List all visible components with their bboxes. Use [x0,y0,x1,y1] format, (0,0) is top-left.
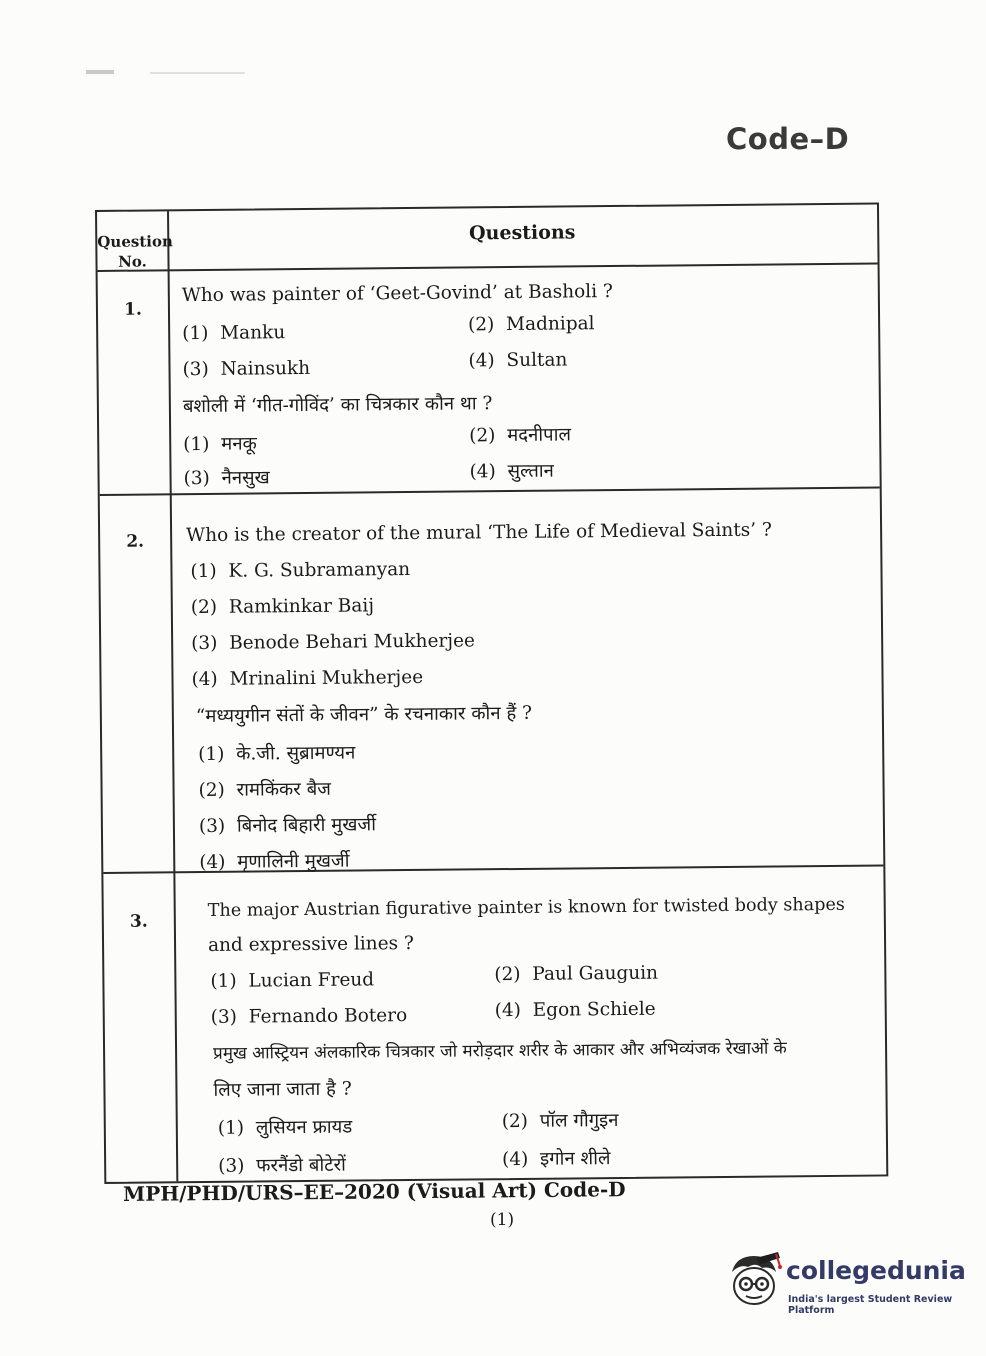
option-number: (2) [198,779,225,802]
question-3-text-line1: The major Austrian figurative painter is known for twisted body shapes [207,894,846,921]
option [469,458,554,484]
option-text: Paul Gauguin [532,962,659,985]
question-3-hindi-line2: लिए जाना जाता है ? [213,1078,352,1101]
option-text: मदनीपाल [507,424,572,447]
option-number: (2) [469,425,496,447]
option-number: (1) [217,1117,245,1139]
option-number: (2) [494,963,521,986]
option [218,1114,353,1140]
option-text: Egon Schiele [532,998,656,1021]
option [211,1005,408,1028]
scan-artifact [86,70,114,74]
option-number: (1) [182,322,209,345]
option [495,999,656,1022]
option-number: (4) [494,999,522,1022]
option [198,740,355,767]
option-text: Mrinalini Mukherjee [229,666,424,690]
option-text: लुसियन फ्रायड [255,1116,353,1139]
option [210,969,374,992]
option-number: (4) [191,668,218,691]
option-number: (4) [469,461,496,483]
option [199,811,376,838]
option-number: (4) [468,350,495,372]
option-number: (1) [198,743,225,766]
option [502,1107,619,1133]
header-divider [98,262,878,271]
question-2-hindi: “मध्ययुगीन संतों के जीवन” के रचनाकार कौन हैं ? [195,702,533,728]
option [468,313,595,335]
option-number: (1) [190,560,217,583]
option [469,421,571,447]
option-text: मृणालिनी मुखर्जी [237,850,350,873]
collegedunia-watermark [726,1250,966,1320]
option [183,464,269,490]
option-text: Benode Behari Mukherjee [229,630,476,654]
question-2-text: Who is the creator of the mural ‘The Life of Medieval Saints’ ? [186,519,773,547]
option-number: (3) [183,467,210,490]
option-text: पॉल गौगुइन [539,1110,619,1132]
question-number: 2. [126,531,145,552]
option-number: (2) [190,596,218,619]
option-text: Manku [220,322,286,344]
option [182,358,310,380]
column-divider [167,211,178,1181]
option-number: (4) [199,851,226,874]
question-1-hindi: बशोली में ‘गीत-गोविंद’ का चित्रकार कौन था ? [182,393,493,418]
option-text: Madnipal [506,313,595,336]
question-3-hindi-line1: प्रमुख आस्ट्रियन अंलकारिक चित्रकार जो मरोड़दार शरीर के आकार और अभिव्यंजक रेखाओं के [213,1038,787,1064]
option [198,776,331,802]
option-text: रामकिंकर बैज [236,778,332,801]
mascot-icon [726,1250,782,1312]
option-number: (3) [191,632,218,655]
option-text: मनकू [221,433,257,455]
option-text: के.जी. सुब्रामण्यन [236,742,356,765]
option [191,595,374,618]
option [218,1152,346,1178]
option-text: Sultan [506,349,568,372]
brand-tagline: India's largest Student Review Platform [788,1294,953,1316]
option-text: बिनोद बिहारी मुखर्जी [236,814,377,837]
option-text: फरनैंडो बोटेरों [256,1154,346,1177]
option-number: (3) [218,1155,245,1177]
option [183,430,257,456]
question-number: 1. [123,299,142,320]
column-header-questions: Questions [468,221,576,245]
option-number: (4) [502,1148,529,1171]
option [191,667,423,690]
option [494,963,658,986]
option-number: (3) [210,1006,238,1028]
question-3-text-line2: and expressive lines ? [207,932,415,956]
brand-name: collegedunia [786,1256,966,1285]
option-number: (1) [183,433,210,456]
option-number: (2) [501,1110,529,1133]
paper-footer: MPH/PHD/URS–EE–2020 (Visual Art) Code-D [123,1177,626,1206]
paper-code: Code–D [726,122,850,156]
option-text: Fernando Botero [248,1005,408,1028]
option-text: इगोन शीले [540,1148,611,1170]
option [182,322,285,344]
questions-table [95,202,888,1183]
column-header-question-no: Question No. [97,232,173,271]
option-text: Lucian Freud [248,969,375,992]
option-number: (3) [198,815,226,838]
page-number: (1) [490,1210,515,1230]
option [191,630,475,654]
option-text: नैनसुख [221,467,270,489]
option [190,559,410,582]
option-number: (1) [210,970,237,992]
option-text: Ramkinkar Baij [228,595,375,618]
option-text: Nainsukh [220,357,311,380]
option-text: K. G. Subramanyan [228,558,411,582]
option-number: (2) [468,314,495,336]
option [468,349,567,371]
option-number: (3) [182,358,209,381]
scan-artifact [150,72,245,74]
question-1-text: Who was painter of ‘Geet-Govind’ at Basholi ? [181,281,613,307]
question-number: 3. [129,911,148,932]
option-text: सुल्तान [507,460,555,483]
option [199,848,349,874]
option [502,1145,611,1171]
